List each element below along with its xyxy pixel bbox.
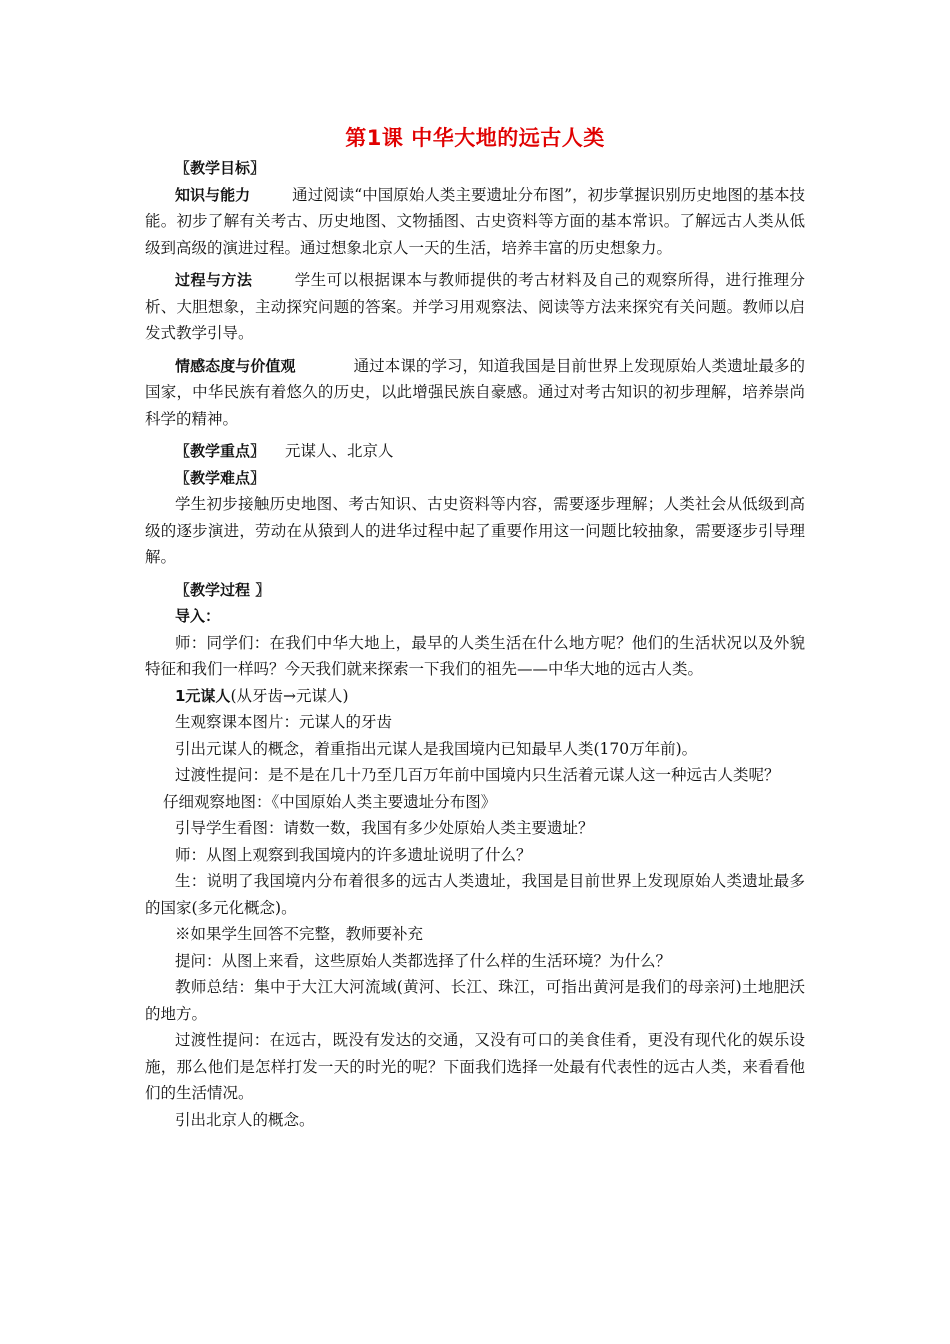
process-line-3: 过渡性提问：是不是在几十乃至几百万年前中国境内只生活着元谋人这一种远古人类呢？: [175, 766, 780, 784]
process-line-5: 引导学生看图：请数一数，我国有多少处原始人类主要遗址？: [175, 819, 594, 837]
process-line-6: 师：从图上观察到我国境内的许多遗址说明了什么？: [175, 845, 532, 864]
process-heading: 〖教学过程 〗: [175, 580, 271, 599]
knowledge-label: 知识与能力: [175, 185, 251, 204]
document-body: [145, 155, 805, 1133]
knowledge-text: 通过阅读“中国原始人类主要遗址分布图”，初步掌握识别历史地图的基本技能。初步了解有关考古、历史地图、文物插图、古史资料等方面的基本常识。了解远古人类从低级到高级的演进过程。通过想象北京人一天的生活，培养丰富的历史想象力。: [145, 185, 805, 257]
process-line-4: 仔细观察地图：《中国原始人类主要遗址分布图》: [163, 792, 497, 811]
key-points-text: 元谋人、北京人: [285, 442, 394, 460]
process-method-label: 过程与方法: [175, 271, 253, 289]
process-line-10: 教师总结：集中于大江大河流域(黄河、长江、珠江，可指出黄河是我们的母亲河)土地肥沃的地方。: [145, 978, 805, 1023]
process-line-12: 引出北京人的概念。: [175, 1110, 315, 1129]
process-line-9: 提问：从图上来看，这些原始人类都选择了什么样的生活环境？为什么？: [175, 951, 672, 970]
process-line-2: 引出元谋人的概念，着重指出元谋人是我国境内已知最早人类(170万年前)。: [175, 739, 698, 758]
process-line-11: 过渡性提问：在远古，既没有发达的交通，又没有可口的美食佳肴，更没有现代化的娱乐设施，那么他们是怎样打发一天的时光的呢？下面我们选择一处最有代表性的远古人类，来看看他们的生活情况。: [145, 1031, 805, 1102]
page-title: 第1课 中华大地的远古人类: [345, 126, 605, 150]
key-points-heading: 〖教学重点〗: [175, 442, 266, 460]
knowledge-paragraph: [145, 182, 805, 262]
emotion-text: 通过本课的学习，知道我国是目前世界上发现原始人类遗址最多的国家，中华民族有着悠久的历史，以此增强民族自豪感。通过对考古知识的初步理解，培养崇尚科学的精神。: [145, 356, 805, 428]
emotion-label: 情感态度与价值观: [175, 356, 296, 375]
intro-label: 导入：: [175, 607, 221, 625]
difficulties-text: 学生初步接触历史地图、考古知识、古史资料等内容，需要逐步理解；人类社会从低级到高级的逐步演进，劳动在从猿到人的进华过程中起了重要作用这一问题比较抽象，需要逐步引导理解。: [145, 495, 805, 566]
objectives-heading: 〖教学目标〗: [175, 159, 266, 177]
key-points-line: [145, 438, 805, 465]
difficulties-heading: 〖教学难点〗: [175, 468, 266, 487]
section1-label: 1元谋人: [175, 686, 231, 705]
section1-heading: [145, 683, 805, 710]
process-line-7: 生：说明了我国境内分布着很多的远古人类遗址，我国是目前世界上发现原始人类遗址最多的国家(多元化概念)。: [145, 872, 805, 917]
emotion-paragraph: [145, 353, 805, 433]
process-line-1: 生观察课本图片：元谋人的牙齿: [175, 713, 393, 731]
process-method-text: 学生可以根据课本与教师提供的考古材料及自己的观察所得，进行推理分析、大胆想象，主动探究问题的答案。并学习用观察法、阅读等方法来探究有关问题。教师以启发式教学引导。: [145, 271, 805, 342]
intro-text: 师：同学们：在我们中华大地上，最早的人类生活在什么地方呢？他们的生活状况以及外貌特征和我们一样吗？今天我们就来探索一下我们的祖先——中华大地的远古人类。: [145, 633, 805, 678]
section1-note: (从牙齿→元谋人): [230, 686, 349, 705]
process-line-8: ※如果学生回答不完整，教师要补充: [175, 925, 424, 943]
process-method-paragraph: [145, 267, 805, 347]
